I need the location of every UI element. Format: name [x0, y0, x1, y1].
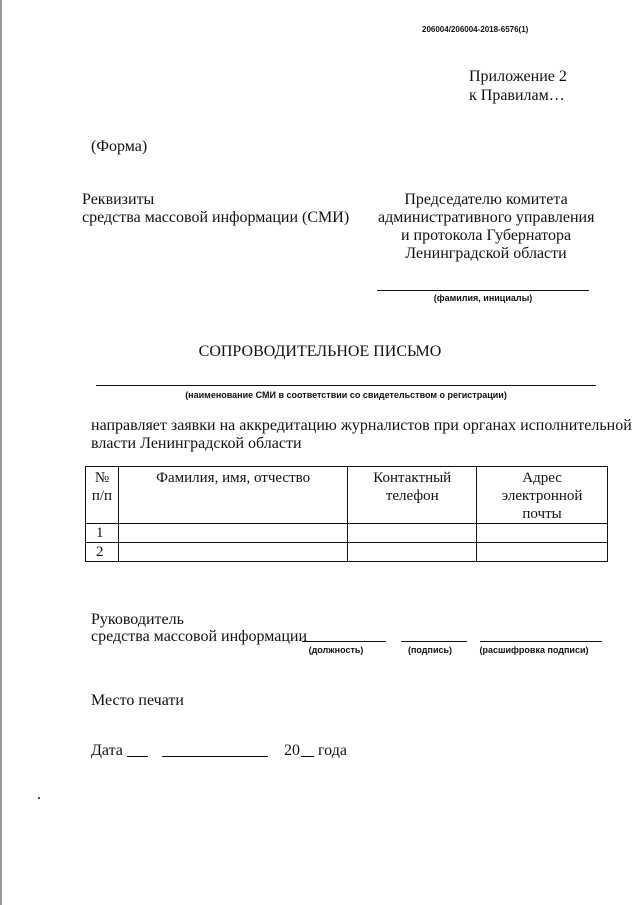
addressee-line-2: административного управления	[378, 209, 595, 226]
body-line-1: направляет заявки на аккредитацию журналистов при органах исполнительной	[91, 417, 632, 434]
addressee-caption: (фамилия, инициалы)	[433, 293, 533, 303]
header-num-line-2: п/п	[91, 488, 113, 504]
date-year-prefix: 20	[284, 742, 300, 759]
row-num: 1	[86, 524, 119, 543]
addressee-line-3: и протокола Губернатора	[400, 227, 572, 244]
header-email-line-3: почты	[522, 506, 562, 522]
scan-edge	[0, 0, 2, 905]
requisites-line-1: Реквизиты	[82, 191, 155, 208]
addressee-name-line	[377, 290, 589, 291]
date-month-line	[162, 756, 268, 757]
head-line-1: Руководитель	[91, 611, 184, 628]
date-day-line	[127, 756, 148, 757]
stamp-label: Место печати	[91, 692, 184, 709]
date-label: Дата	[91, 742, 123, 759]
position-line	[302, 641, 386, 642]
date-year-suffix: года	[318, 742, 347, 759]
media-name-line	[96, 385, 596, 386]
header-phone-line-1: Контактный	[373, 470, 452, 486]
head-line-2: средства массовой информации	[91, 628, 308, 645]
row-phone	[348, 524, 477, 543]
date-year-line	[301, 756, 314, 757]
header-email-line-2: электронной	[501, 488, 583, 504]
scan-speck	[38, 797, 40, 799]
appendix-line-1: Приложение 2	[469, 68, 567, 85]
row-email	[477, 543, 608, 562]
row-name	[118, 543, 347, 562]
addressee-line-1: Председателю комитета	[404, 191, 568, 208]
table-row	[86, 524, 608, 543]
header-email-line-1: Адрес	[522, 470, 562, 486]
decoding-caption: (расшифровка подписи)	[479, 645, 589, 655]
header-name	[118, 467, 347, 524]
header-num	[86, 467, 119, 524]
appendix-line-2: к Правилам…	[469, 87, 565, 104]
row-name	[118, 524, 347, 543]
table-row	[86, 543, 608, 562]
signature-caption: (подпись)	[407, 645, 453, 655]
form-label: (Форма)	[91, 138, 148, 155]
addressee-line-4: Ленинградской области	[405, 245, 567, 262]
header-email	[477, 467, 608, 524]
journalists-table	[85, 466, 608, 562]
row-num: 2	[86, 543, 119, 562]
header-name-label: Фамилия, имя, отчество	[156, 470, 311, 486]
header-phone	[348, 467, 477, 524]
document-id: 206004/206004-2018-6576(1)	[422, 25, 529, 34]
position-caption: (должность)	[308, 645, 364, 655]
page-title: СОПРОВОДИТЕЛЬНОЕ ПИСЬМО	[198, 343, 442, 360]
signature-line	[401, 641, 467, 642]
requisites-line-2: средства массовой информации (СМИ)	[82, 209, 350, 226]
decoding-line	[480, 641, 602, 642]
body-line-2: власти Ленинградской области	[91, 435, 302, 452]
header-num-line-1: №	[94, 470, 110, 486]
table-header-row	[86, 467, 608, 524]
media-caption: (наименование СМИ в соответствии со свидетельством о регистрации)	[185, 390, 507, 400]
row-email	[477, 524, 608, 543]
row-phone	[348, 543, 477, 562]
header-phone-line-2: телефон	[385, 488, 439, 504]
